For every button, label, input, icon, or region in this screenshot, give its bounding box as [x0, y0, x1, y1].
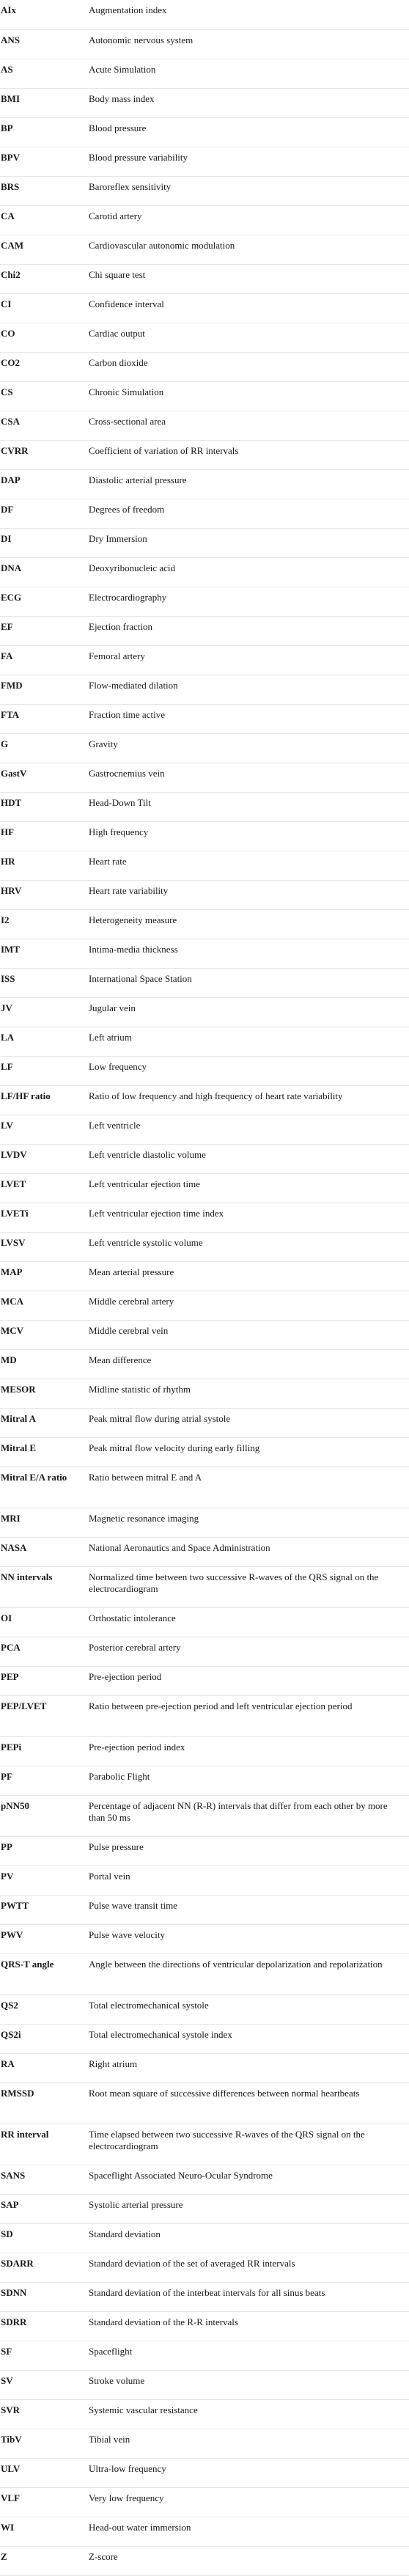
- abbreviation-term: PEPi: [0, 1736, 89, 1766]
- abbreviation-row: [0, 2165, 409, 2194]
- abbreviation-row: [0, 616, 409, 645]
- abbreviation-definition: Acute Simulation: [89, 59, 409, 88]
- abbreviation-row: [0, 1566, 409, 1607]
- abbreviation-term: Chi2: [0, 264, 89, 293]
- abbreviation-term: FA: [0, 645, 89, 675]
- abbreviation-definition: Chi square test: [89, 264, 409, 293]
- abbreviation-definition: Standard deviation of the set of averaged RR intervals: [89, 2253, 409, 2282]
- abbreviation-term: QRS-T angle: [0, 1953, 89, 1995]
- abbreviation-term: pNN50: [0, 1795, 89, 1836]
- abbreviation-definition: Degrees of freedom: [89, 499, 409, 528]
- abbreviation-term: LF/HF ratio: [0, 1085, 89, 1115]
- abbreviation-term: SF: [0, 2341, 89, 2370]
- abbreviation-term: PF: [0, 1766, 89, 1795]
- abbreviation-row: [0, 1637, 409, 1666]
- abbreviation-row: [0, 29, 409, 59]
- abbreviation-definition: High frequency: [89, 821, 409, 851]
- abbreviation-row: [0, 1666, 409, 1695]
- abbreviation-row: [0, 2458, 409, 2487]
- abbreviation-term: PP: [0, 1836, 89, 1865]
- abbreviation-term: SAP: [0, 2194, 89, 2223]
- abbreviation-row: [0, 880, 409, 909]
- abbreviation-definition: Spaceflight: [89, 2341, 409, 2370]
- abbreviation-term: SDARR: [0, 2253, 89, 2282]
- abbreviation-term: DF: [0, 499, 89, 528]
- abbreviation-term: HRV: [0, 880, 89, 909]
- abbreviation-definition: Left ventricle: [89, 1115, 409, 1144]
- abbreviation-term: SANS: [0, 2165, 89, 2194]
- abbreviation-term: HDT: [0, 792, 89, 821]
- abbreviation-term: HR: [0, 851, 89, 880]
- abbreviation-row: [0, 2546, 409, 2575]
- abbreviation-term: SDRR: [0, 2311, 89, 2341]
- abbreviation-definition: Gastrocnemius vein: [89, 763, 409, 792]
- abbreviation-definition: Left ventricle systolic volume: [89, 1232, 409, 1261]
- abbreviation-definition: Fraction time active: [89, 704, 409, 733]
- abbreviation-definition: Ejection fraction: [89, 616, 409, 645]
- abbreviation-term: DI: [0, 528, 89, 557]
- abbreviation-definition: Body mass index: [89, 88, 409, 117]
- abbreviation-term: AIx: [0, 0, 89, 29]
- abbreviation-term: BRS: [0, 176, 89, 205]
- abbreviation-definition: Intima-media thickness: [89, 939, 409, 968]
- abbreviation-definition: Stroke volume: [89, 2370, 409, 2399]
- abbreviation-definition: Total electromechanical systole index: [89, 2024, 409, 2053]
- abbreviation-row: [0, 381, 409, 411]
- abbreviation-definition: Portal vein: [89, 1865, 409, 1895]
- abbreviation-definition: Systolic arterial pressure: [89, 2194, 409, 2223]
- abbreviation-term: MRI: [0, 1508, 89, 1537]
- abbreviation-row: [0, 587, 409, 616]
- abbreviation-row: [0, 352, 409, 381]
- abbreviation-term: FMD: [0, 675, 89, 704]
- abbreviation-term: SVR: [0, 2399, 89, 2429]
- abbreviation-definition: Carotid artery: [89, 205, 409, 235]
- abbreviation-row: [0, 1408, 409, 1437]
- abbreviation-term: IMT: [0, 939, 89, 968]
- abbreviation-row: [0, 1320, 409, 1349]
- abbreviation-definition: Orthostatic intolerance: [89, 1607, 409, 1637]
- abbreviation-term: MAP: [0, 1261, 89, 1291]
- abbreviation-term: PV: [0, 1865, 89, 1895]
- abbreviation-row: [0, 293, 409, 323]
- abbreviation-term: ISS: [0, 968, 89, 997]
- abbreviation-term: PWV: [0, 1924, 89, 1953]
- abbreviation-row: [0, 2282, 409, 2311]
- abbreviation-definition: Blood pressure variability: [89, 147, 409, 176]
- abbreviation-term: ULV: [0, 2458, 89, 2487]
- abbreviation-term: BP: [0, 117, 89, 147]
- abbreviation-row: [0, 2429, 409, 2458]
- abbreviation-row: [0, 1203, 409, 1232]
- abbreviation-row: [0, 792, 409, 821]
- abbreviation-row: [0, 968, 409, 997]
- abbreviation-row: [0, 1537, 409, 1566]
- abbreviation-definition: Femoral artery: [89, 645, 409, 675]
- abbreviation-term: CA: [0, 205, 89, 235]
- abbreviation-term: CS: [0, 381, 89, 411]
- abbreviation-row: [0, 499, 409, 528]
- abbreviation-definition: Deoxyribonucleic acid: [89, 557, 409, 587]
- abbreviation-row: [0, 2399, 409, 2429]
- abbreviation-row: [0, 1953, 409, 1995]
- abbreviation-definition: Pulse pressure: [89, 1836, 409, 1865]
- abbreviation-row: [0, 1736, 409, 1766]
- abbreviation-row: [0, 1467, 409, 1508]
- abbreviation-term: QS2: [0, 1995, 89, 2024]
- abbreviation-definition: Tibial vein: [89, 2429, 409, 2458]
- abbreviation-term: RR interval: [0, 2124, 89, 2165]
- abbreviation-row: [0, 1027, 409, 1056]
- abbreviation-definition: Heterogeneity measure: [89, 909, 409, 939]
- abbreviation-definition: Left atrium: [89, 1027, 409, 1056]
- abbreviation-row: [0, 939, 409, 968]
- abbreviation-row: [0, 1232, 409, 1261]
- abbreviation-definition: Baroreflex sensitivity: [89, 176, 409, 205]
- abbreviation-definition: Spaceflight Associated Neuro-Ocular Syndrome: [89, 2165, 409, 2194]
- abbreviation-definition: Mean arterial pressure: [89, 1261, 409, 1291]
- abbreviation-term: ANS: [0, 29, 89, 59]
- abbreviation-term: DAP: [0, 469, 89, 499]
- abbreviation-row: [0, 1836, 409, 1865]
- abbreviation-definition: Middle cerebral artery: [89, 1291, 409, 1320]
- abbreviation-term: SV: [0, 2370, 89, 2399]
- abbreviation-definition: Very low frequency: [89, 2487, 409, 2517]
- abbreviation-row: [0, 1865, 409, 1895]
- abbreviation-row: [0, 1437, 409, 1467]
- abbreviation-definition: Midline statistic of rhythm: [89, 1379, 409, 1408]
- abbreviation-definition: Autonomic nervous system: [89, 29, 409, 59]
- abbreviation-row: [0, 323, 409, 352]
- abbreviation-row: [0, 2083, 409, 2124]
- abbreviation-row: [0, 1085, 409, 1115]
- abbreviation-definition: Pre-ejection period index: [89, 1736, 409, 1766]
- abbreviation-row: [0, 1766, 409, 1795]
- abbreviation-row: [0, 1795, 409, 1836]
- abbreviation-definition: Ultra-low frequency: [89, 2458, 409, 2487]
- abbreviation-term: LVETi: [0, 1203, 89, 1232]
- abbreviation-definition: Confidence interval: [89, 293, 409, 323]
- abbreviation-definition: Systemic vascular resistance: [89, 2399, 409, 2429]
- abbreviation-row: [0, 1144, 409, 1173]
- abbreviation-definition: Time elapsed between two successive R-waves of the QRS signal on the electrocardiogram: [89, 2124, 409, 2165]
- abbreviation-definition: Total electromechanical systole: [89, 1995, 409, 2024]
- abbreviation-row: [0, 2253, 409, 2282]
- abbreviation-definition: Ratio between pre-ejection period and left ventricular ejection period: [89, 1695, 409, 1736]
- abbreviation-term: SD: [0, 2223, 89, 2253]
- abbreviation-row: [0, 176, 409, 205]
- abbreviation-definition: Ratio between mitral E and A: [89, 1467, 409, 1508]
- abbreviation-definition: Peak mitral flow during atrial systole: [89, 1408, 409, 1437]
- abbreviation-term: LVDV: [0, 1144, 89, 1173]
- abbreviation-term: PWTT: [0, 1895, 89, 1924]
- abbreviation-row: [0, 1508, 409, 1537]
- abbreviation-term: PCA: [0, 1637, 89, 1666]
- abbreviation-row: [0, 704, 409, 733]
- abbreviation-definition: Low frequency: [89, 1056, 409, 1085]
- abbreviation-row: [0, 2024, 409, 2053]
- abbreviation-row: [0, 645, 409, 675]
- abbreviation-term: NASA: [0, 1537, 89, 1566]
- abbreviation-term: GastV: [0, 763, 89, 792]
- abbreviation-term: HF: [0, 821, 89, 851]
- abbreviation-term: MESOR: [0, 1379, 89, 1408]
- abbreviation-definition: Dry Immersion: [89, 528, 409, 557]
- abbreviation-definition: Right atrium: [89, 2053, 409, 2083]
- abbreviation-definition: Standard deviation of the R-R intervals: [89, 2311, 409, 2341]
- abbreviation-definition: Electrocardiography: [89, 587, 409, 616]
- abbreviation-row: [0, 88, 409, 117]
- abbreviation-term: PEP: [0, 1666, 89, 1695]
- abbreviation-term: CO2: [0, 352, 89, 381]
- abbreviation-term: CAM: [0, 235, 89, 264]
- abbreviation-term: FTA: [0, 704, 89, 733]
- abbreviation-row: [0, 997, 409, 1027]
- abbreviation-term: MCA: [0, 1291, 89, 1320]
- abbreviation-row: [0, 235, 409, 264]
- abbreviation-row: [0, 821, 409, 851]
- abbreviation-row: [0, 1607, 409, 1637]
- abbreviation-term: LV: [0, 1115, 89, 1144]
- abbreviation-definition: Percentage of adjacent NN (R-R) intervals that differ from each other by more than 50 ms: [89, 1795, 409, 1836]
- abbreviation-definition: Blood pressure: [89, 117, 409, 147]
- abbreviation-row: [0, 1291, 409, 1320]
- abbreviation-row: [0, 1995, 409, 2024]
- abbreviation-definition: Peak mitral flow velocity during early filling: [89, 1437, 409, 1467]
- abbreviation-row: [0, 1379, 409, 1408]
- abbreviation-definition: Gravity: [89, 733, 409, 763]
- abbreviation-definition: Jugular vein: [89, 997, 409, 1027]
- abbreviation-row: [0, 117, 409, 147]
- abbreviation-term: MCV: [0, 1320, 89, 1349]
- abbreviation-definition: Standard deviation: [89, 2223, 409, 2253]
- abbreviation-row: [0, 2517, 409, 2546]
- abbreviation-row: [0, 411, 409, 440]
- abbreviation-term: AS: [0, 59, 89, 88]
- abbreviation-term: LF: [0, 1056, 89, 1085]
- abbreviation-row: [0, 1261, 409, 1291]
- abbreviation-definition: Coefficient of variation of RR intervals: [89, 440, 409, 469]
- abbreviation-definition: Normalized time between two successive R-waves of the QRS signal on the electrocardiogram: [89, 1566, 409, 1607]
- abbreviation-row: [0, 675, 409, 704]
- abbreviation-row: [0, 205, 409, 235]
- abbreviation-term: CI: [0, 293, 89, 323]
- abbreviation-term: MD: [0, 1349, 89, 1379]
- abbreviation-definition: Left ventricle diastolic volume: [89, 1144, 409, 1173]
- abbreviation-row: [0, 2370, 409, 2399]
- abbreviation-definition: Ratio of low frequency and high frequency of heart rate variability: [89, 1085, 409, 1115]
- abbreviation-definition: National Aeronautics and Space Administration: [89, 1537, 409, 1566]
- abbreviation-definition: Cross-sectional area: [89, 411, 409, 440]
- abbreviation-definition: Flow-mediated dilation: [89, 675, 409, 704]
- abbreviation-term: Mitral A: [0, 1408, 89, 1437]
- abbreviation-term: RMSSD: [0, 2083, 89, 2124]
- abbreviation-term: SDNN: [0, 2282, 89, 2311]
- abbreviation-term: CO: [0, 323, 89, 352]
- abbreviation-definition: Cardiac output: [89, 323, 409, 352]
- abbreviation-row: [0, 763, 409, 792]
- abbreviation-term: PEP/LVET: [0, 1695, 89, 1736]
- abbreviation-row: [0, 909, 409, 939]
- abbreviation-term: ECG: [0, 587, 89, 616]
- abbreviation-row: [0, 1115, 409, 1144]
- abbreviation-definition: Middle cerebral vein: [89, 1320, 409, 1349]
- abbreviation-row: [0, 0, 409, 29]
- abbreviation-term: DNA: [0, 557, 89, 587]
- abbreviation-row: [0, 528, 409, 557]
- abbreviation-definition: Heart rate variability: [89, 880, 409, 909]
- abbreviation-term: LA: [0, 1027, 89, 1056]
- abbreviation-term: TibV: [0, 2429, 89, 2458]
- abbreviation-row: [0, 2341, 409, 2370]
- abbreviation-term: NN intervals: [0, 1566, 89, 1607]
- abbreviation-row: [0, 1924, 409, 1953]
- abbreviation-term: OI: [0, 1607, 89, 1637]
- abbreviation-term: LVET: [0, 1173, 89, 1203]
- abbreviation-row: [0, 557, 409, 587]
- abbreviation-term: WI: [0, 2517, 89, 2546]
- abbreviation-term: RA: [0, 2053, 89, 2083]
- abbreviation-definition: Heart rate: [89, 851, 409, 880]
- abbreviation-row: [0, 1695, 409, 1736]
- abbreviation-definition: Pulse wave velocity: [89, 1924, 409, 1953]
- abbreviation-row: [0, 147, 409, 176]
- abbreviation-definition: Standard deviation of the interbeat intervals for all sinus beats: [89, 2282, 409, 2311]
- abbreviation-definition: International Space Station: [89, 968, 409, 997]
- abbreviation-definition: Cardiovascular autonomic modulation: [89, 235, 409, 264]
- abbreviation-term: QS2i: [0, 2024, 89, 2053]
- abbreviation-row: [0, 440, 409, 469]
- abbreviation-row: [0, 2053, 409, 2083]
- abbreviation-definition: Pre-ejection period: [89, 1666, 409, 1695]
- abbreviation-definition: Carbon dioxide: [89, 352, 409, 381]
- abbreviation-definition: Z-score: [89, 2546, 409, 2575]
- abbreviation-row: [0, 2487, 409, 2517]
- abbreviation-row: [0, 1056, 409, 1085]
- abbreviation-definition: Pulse wave transit time: [89, 1895, 409, 1924]
- abbreviation-row: [0, 264, 409, 293]
- abbreviation-term: Mitral E/A ratio: [0, 1467, 89, 1508]
- abbreviation-term: G: [0, 733, 89, 763]
- abbreviation-term: Mitral E: [0, 1437, 89, 1467]
- abbreviation-term: BMI: [0, 88, 89, 117]
- abbreviation-term: LVSV: [0, 1232, 89, 1261]
- abbreviation-definition: Mean difference: [89, 1349, 409, 1379]
- abbreviation-definition: Augmentation index: [89, 0, 409, 29]
- abbreviation-definition: Left ventricular ejection time: [89, 1173, 409, 1203]
- abbreviation-term: EF: [0, 616, 89, 645]
- abbreviation-row: [0, 2223, 409, 2253]
- abbreviation-row: [0, 2124, 409, 2165]
- abbreviation-row: [0, 469, 409, 499]
- abbreviation-row: [0, 851, 409, 880]
- abbreviation-term: CSA: [0, 411, 89, 440]
- abbreviation-definition: Magnetic resonance imaging: [89, 1508, 409, 1537]
- abbreviation-term: Z: [0, 2546, 89, 2575]
- abbreviation-row: [0, 2194, 409, 2223]
- abbreviation-definition: Chronic Simulation: [89, 381, 409, 411]
- abbreviation-definition: Posterior cerebral artery: [89, 1637, 409, 1666]
- abbreviation-row: [0, 733, 409, 763]
- abbreviation-definition: Left ventricular ejection time index: [89, 1203, 409, 1232]
- abbreviation-term: JV: [0, 997, 89, 1027]
- abbreviation-definition: Angle between the directions of ventricular depolarization and repolarization: [89, 1953, 409, 1995]
- abbreviation-definition: Diastolic arterial pressure: [89, 469, 409, 499]
- abbreviation-definition: Parabolic Flight: [89, 1766, 409, 1795]
- abbreviation-term: VLF: [0, 2487, 89, 2517]
- abbreviation-definition: Head-Down Tilt: [89, 792, 409, 821]
- abbreviation-row: [0, 59, 409, 88]
- abbreviation-row: [0, 1349, 409, 1379]
- abbreviation-row: [0, 1173, 409, 1203]
- abbreviation-row: [0, 1895, 409, 1924]
- abbreviation-row: [0, 2311, 409, 2341]
- abbreviation-term: BPV: [0, 147, 89, 176]
- abbreviation-definition: Head-out water immersion: [89, 2517, 409, 2546]
- abbreviation-term: CVRR: [0, 440, 89, 469]
- abbreviation-term: I2: [0, 909, 89, 939]
- abbreviation-definition: Root mean square of successive differences between normal heartbeats: [89, 2083, 409, 2124]
